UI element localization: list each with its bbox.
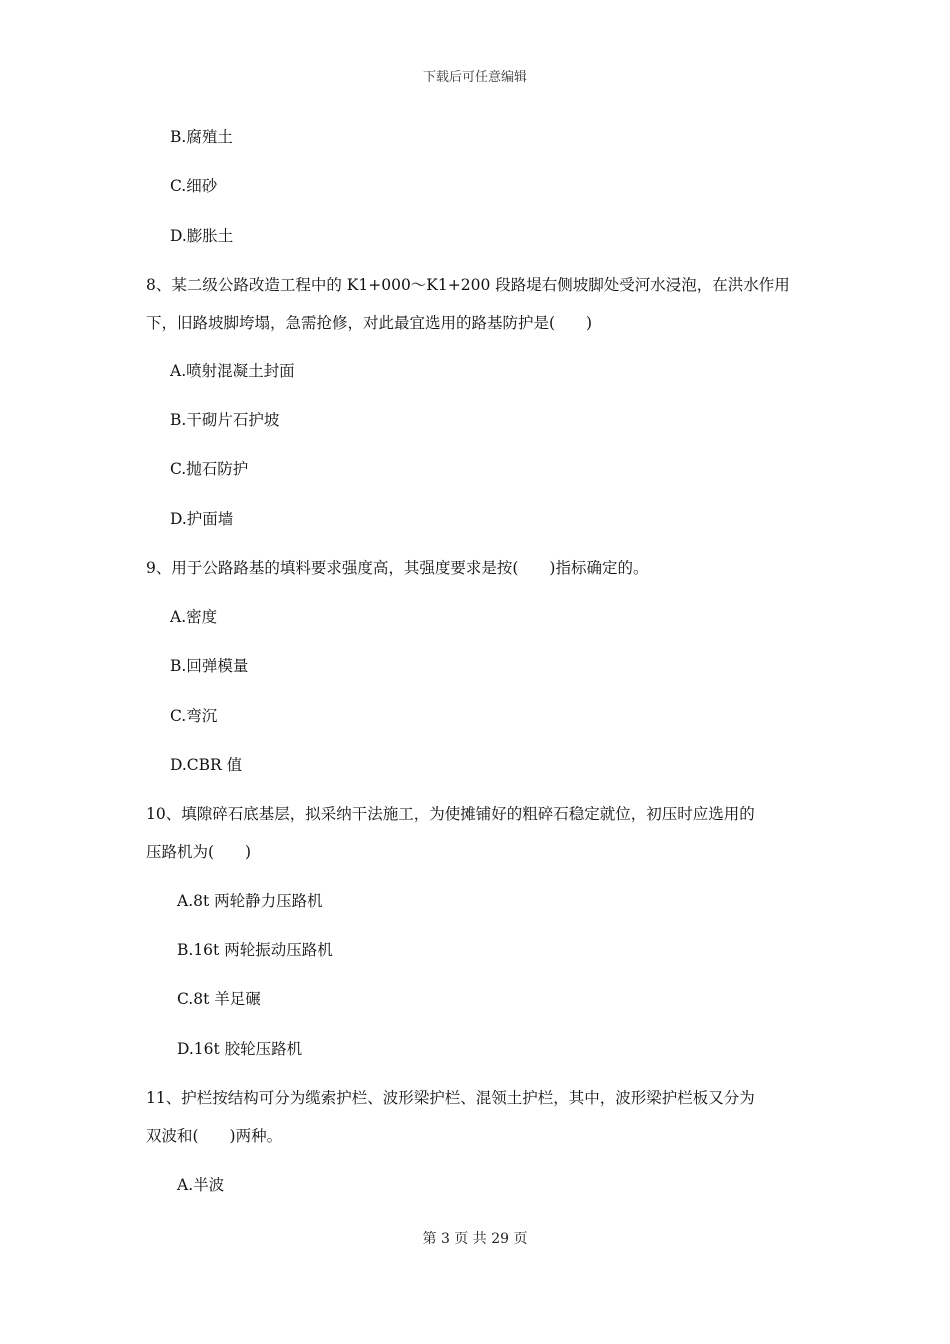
q8-option-a: A.喷射混凝土封面 bbox=[170, 362, 295, 380]
q10-option-a: A.8t 两轮静力压路机 bbox=[177, 892, 323, 910]
page-header: 下载后可任意编辑 bbox=[422, 70, 527, 85]
q11-option-a: A.半波 bbox=[177, 1176, 225, 1194]
q7-option-c: C.细砂 bbox=[170, 177, 218, 195]
q10-option-c: C.8t 羊足碾 bbox=[177, 990, 261, 1008]
q8-option-d: D.护面墙 bbox=[170, 510, 234, 528]
q7-option-b: B.腐殖土 bbox=[170, 128, 233, 146]
q10-text-line1: 10、填隙碎石底基层，拟采纳干法施工，为使摊铺好的粗碎石稳定就位，初压时应选用的 bbox=[146, 805, 755, 823]
q9-option-b: B.回弹模量 bbox=[170, 657, 249, 675]
q9-option-d: D.CBR 值 bbox=[170, 756, 243, 774]
page-footer: 第 3 页 共 29 页 bbox=[422, 1231, 528, 1247]
q9-option-c: C.弯沉 bbox=[170, 707, 218, 725]
q10-option-b: B.16t 两轮振动压路机 bbox=[177, 941, 333, 959]
q10-option-d: D.16t 胶轮压路机 bbox=[177, 1040, 303, 1058]
q11-text-line2: 双波和( )两种。 bbox=[146, 1127, 283, 1145]
q8-option-b: B.干砌片石护坡 bbox=[170, 411, 280, 429]
q7-option-d: D.膨胀土 bbox=[170, 227, 234, 245]
q8-text-line2: 下，旧路坡脚垮塌，急需抢修，对此最宜选用的路基防护是( ) bbox=[146, 314, 593, 332]
q9-text-line1: 9、用于公路路基的填料要求强度高，其强度要求是按( )指标确定的。 bbox=[146, 559, 649, 577]
q10-text-line2: 压路机为( ) bbox=[146, 843, 252, 861]
q11-text-line1: 11、护栏按结构可分为缆索护栏、波形梁护栏、混领土护栏，其中，波形梁护栏板又分为 bbox=[146, 1089, 755, 1107]
q9-option-a: A.密度 bbox=[170, 608, 218, 626]
q8-option-c: C.抛石防护 bbox=[170, 460, 249, 478]
q8-text-line1: 8、某二级公路改造工程中的 K1+000～K1+200 段路堤右侧坡脚处受河水浸泡，在洪水作用 bbox=[146, 276, 790, 294]
